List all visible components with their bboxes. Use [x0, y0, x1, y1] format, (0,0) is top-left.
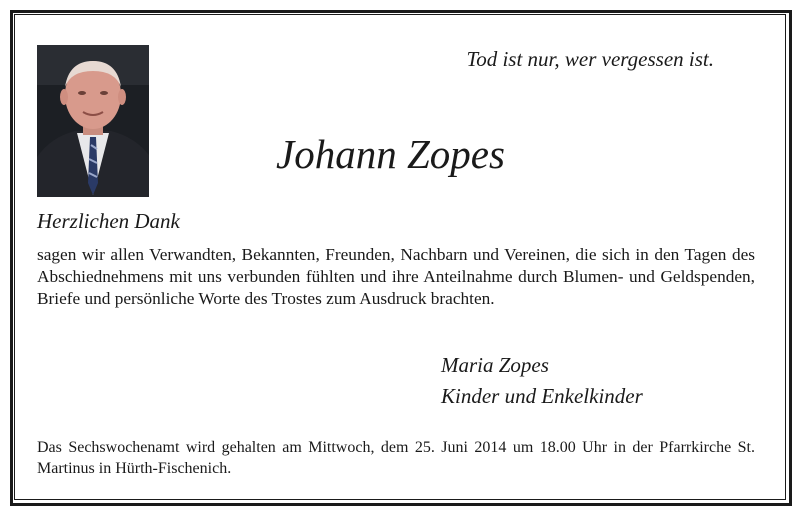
- memorial-quote: Tod ist nur, wer vergessen ist.: [466, 47, 714, 71]
- thanks-body: sagen wir allen Verwandten, Bekannten, Freunden, Nachbarn und Vereinen, die sich in den Tagen des Abschiednehmens mit uns verbunden fühlten und ihre Anteilnahme durch Blumen- und Geldspenden, Briefe und persönliche Worte des Trostes zum Ausdruck brachten.: [37, 245, 755, 308]
- service-info: Das Sechswochenamt wird gehalten am Mittwoch, dem 25. Juni 2014 um 18.00 Uhr in der Pfarrkirche St. Martinus in Hürth-Fischenich.: [37, 439, 755, 477]
- deceased-name: Johann Zopes: [276, 131, 505, 177]
- signature-line-2: Kinder und Enkelkinder: [441, 384, 643, 408]
- portrait-photo-image: [37, 45, 149, 197]
- portrait-photo: [37, 45, 149, 197]
- signature-line-1: Maria Zopes: [441, 353, 549, 377]
- thanks-heading: Herzlichen Dank: [37, 209, 180, 233]
